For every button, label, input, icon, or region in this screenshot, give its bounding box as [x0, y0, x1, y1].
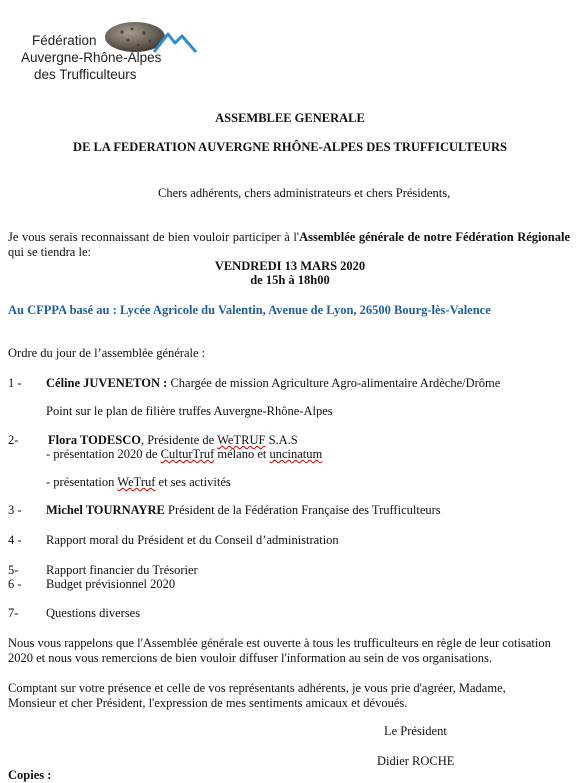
- agenda-item-5-number: 5-: [8, 563, 19, 577]
- intro-part-1: Je vous serais reconnaissant de bien vouloir participer à l': [8, 230, 300, 244]
- agenda-item-1-text: Chargée de mission Agriculture Agro-alimentaire Ardèche/Drôme: [167, 376, 501, 390]
- agenda-item-2-sub-2-b: WeTruf: [117, 475, 156, 489]
- closing-line-2: Monsieur et cher Président, l'expression de mes sentiments amicaux et dévoués.: [8, 696, 408, 710]
- agenda-item-5-text: Rapport financier du Trésorier: [46, 563, 198, 577]
- meeting-date: VENDREDI 13 MARS 2020: [214, 259, 366, 273]
- logo-line-2: Auvergne-Rhône-Alpes: [21, 50, 162, 65]
- agenda-item-2-sub-1-a: - présentation 2020 de: [46, 447, 161, 461]
- agenda-item-3-number: 3 -: [8, 503, 22, 517]
- meeting-time: de 15h à 18h00: [250, 273, 330, 287]
- reminder-line-1: Nous vous rappelons que l'Assemblée générale est ouverte à tous les trufficulteurs en règle de leur cotisation: [8, 636, 551, 650]
- agenda-item-2-sub-2-c: et ses activités: [155, 475, 231, 489]
- heading-line-2: DE LA FEDERATION AUVERGNE RHÔNE-ALPES DES TRUFFICULTEURS: [73, 140, 507, 154]
- agenda-item-6-number: 6 -: [8, 577, 22, 591]
- closing-line-1: Comptant sur votre présence et celle de vos représentants adhérents, je vous prie d'agréer, Madame,: [8, 681, 506, 695]
- intro-paragraph: [8, 230, 570, 260]
- agenda-item-6-text: Budget prévisionnel 2020: [46, 577, 176, 591]
- signature-title: Le Président: [384, 724, 447, 738]
- agenda-item-7-number: 7-: [8, 606, 19, 620]
- agenda-item-1-name: Céline JUVENETON :: [46, 376, 168, 390]
- logo-line-3: des Trufficulteurs: [34, 67, 137, 82]
- greeting: Chers adhérents, chers administrateurs et chers Présidents,: [158, 186, 451, 200]
- agenda-item-2-number: 2-: [8, 433, 19, 447]
- reminder-line-2: 2020 et nous vous remercions de bien vouloir diffuser l'information au sein de vos organisations.: [8, 651, 492, 665]
- agenda-item-2-sub-1: [46, 447, 322, 462]
- agenda-item-2-sub-2-a: - présentation: [46, 475, 118, 489]
- agenda-item-2-sub-1-d: uncinatum: [269, 447, 323, 461]
- agenda-item-7-text: Questions diverses: [46, 606, 141, 620]
- venue-address: Lycée Agricole du Valentin, Avenue de Lyon, 26500 Bourg-lès-Valence: [116, 303, 491, 317]
- intro-part-2: qui se tiendra le:: [8, 245, 91, 259]
- agenda-item-2-text-a: , Présidente de: [140, 433, 218, 447]
- agenda-item-2-sub-2: [46, 475, 231, 490]
- agenda-item-2-name: Flora TODESCO: [48, 433, 141, 447]
- agenda-item-3-text: Président de la Fédération Française des Trufficulteurs: [164, 503, 441, 517]
- agenda-item-3-name: Michel TOURNAYRE: [46, 503, 165, 517]
- agenda-item-4-text: Rapport moral du Président et du Conseil d’administration: [46, 533, 339, 547]
- agenda-item-1-sub: Point sur le plan de filière truffes Auvergne-Rhône-Alpes: [46, 404, 333, 418]
- intro-bold: Assemblée générale de notre Fédération Régionale: [299, 230, 570, 244]
- venue: [8, 303, 491, 318]
- agenda-item-2-sub-1-b: CulturTruf: [160, 447, 215, 461]
- agenda-title: Ordre du jour de l’assemblée générale :: [8, 346, 206, 360]
- agenda-item-4-number: 4 -: [8, 533, 22, 547]
- agenda-item-2-text-b: S.A.S: [265, 433, 298, 447]
- agenda-item-2-company: WeTRUF: [217, 433, 266, 447]
- agenda-item-1-number: 1 -: [8, 376, 22, 390]
- agenda-item-3: [46, 503, 441, 518]
- heading-line-1: ASSEMBLEE GENERALE: [215, 111, 365, 125]
- copies-label: Copies :: [8, 768, 52, 782]
- agenda-item-2: [48, 433, 298, 448]
- signature-name: Didier ROCHE: [377, 754, 455, 768]
- logo-line-1: Fédération: [32, 33, 97, 48]
- venue-label: Au CFPPA basé au :: [8, 303, 117, 317]
- agenda-item-1: [46, 376, 500, 391]
- agenda-item-2-sub-1-c: mélano et: [214, 447, 270, 461]
